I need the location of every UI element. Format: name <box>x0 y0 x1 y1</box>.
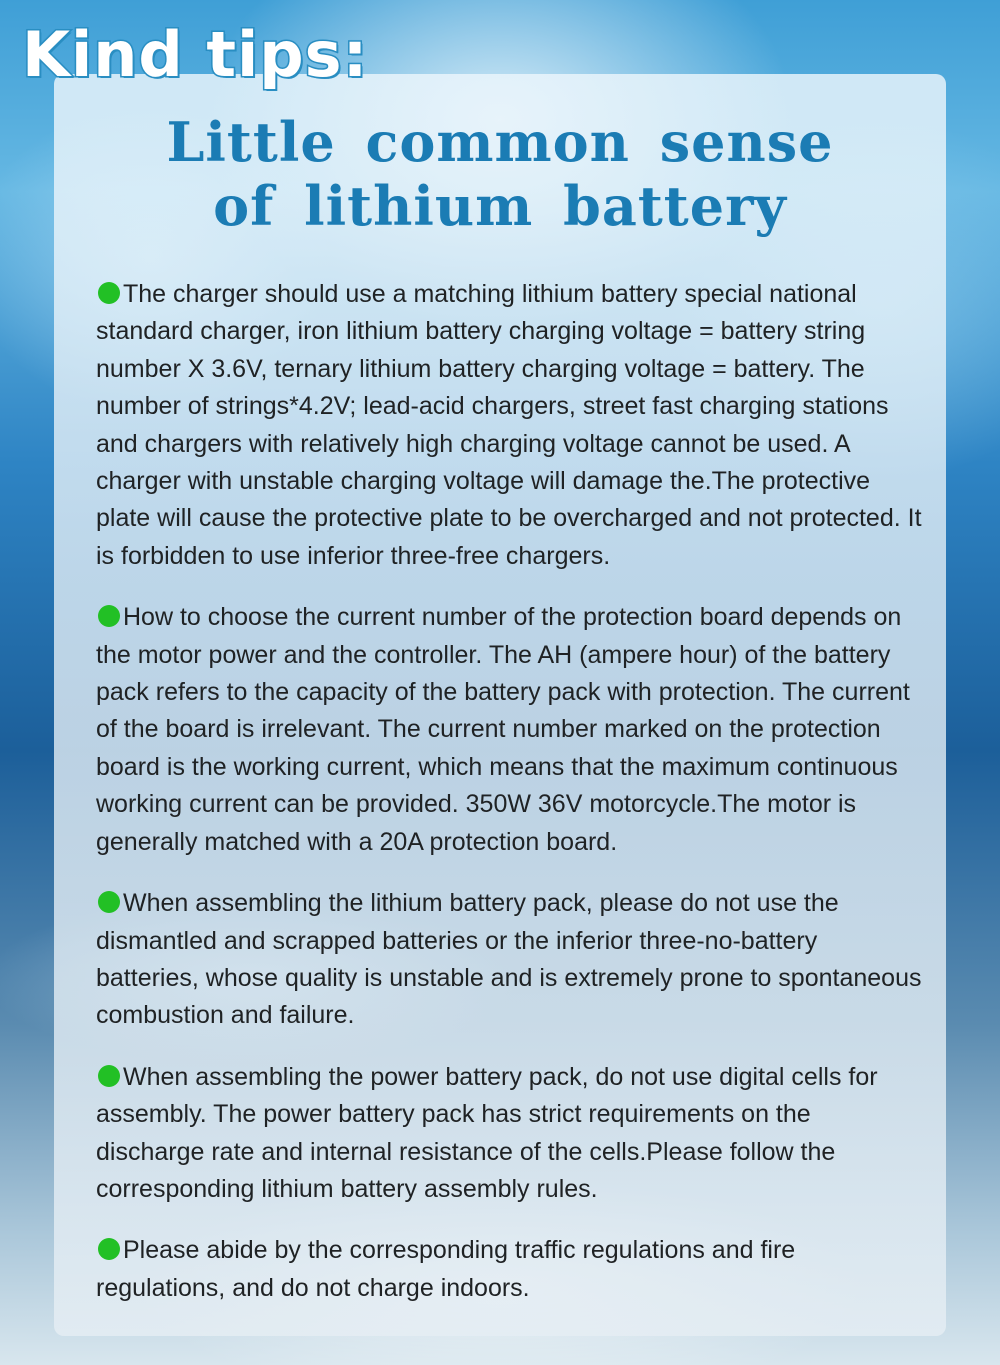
tip-charger <box>96 276 926 575</box>
tip-protection-board <box>96 599 926 861</box>
tip-assembling-cells <box>96 885 926 1035</box>
green-dot-icon <box>98 891 120 913</box>
tips-list <box>96 276 926 1331</box>
tip-text: When assembling the power battery pack, do not use digital cells for assembly. The power battery pack has strict requirements on the discharge rate and internal resistance of the cells.Please follow the corresponding lithium battery assembly rules. <box>96 1062 878 1203</box>
tip-text: How to choose the current number of the protection board depends on the motor power and the controller. The AH (ampere hour) of the battery pack refers to the capacity of the battery pack with protection. The current of the board is irrelevant. The current number marked on the protection board is the working current, which means that the maximum continuous working current can be provided. 350W 36V motorcycle.The motor is generally matched with a 20A protection board. <box>96 603 910 856</box>
tip-power-pack <box>96 1059 926 1209</box>
green-dot-icon <box>98 1065 120 1087</box>
tip-text: When assembling the lithium battery pack, please do not use the dismantled and scrapped batteries or the inferior three-no-battery batteries, whose quality is unstable and is extremely prone to spontaneous combustion and failure. <box>96 889 922 1030</box>
page-title <box>54 110 946 238</box>
green-dot-icon <box>98 282 120 304</box>
kind-tips-heading: Kind tips: <box>22 18 369 91</box>
tip-text: Please abide by the corresponding traffic regulations and fire regulations, and do not charge indoors. <box>96 1236 796 1302</box>
tip-regulations <box>96 1232 926 1307</box>
green-dot-icon <box>98 1238 120 1260</box>
tip-text: The charger should use a matching lithium battery special national standard charger, iron lithium battery charging voltage = battery string number X 3.6V, ternary lithium battery charging voltage = battery. The number of strings*4.2V; lead-acid chargers, street fast charging stations and chargers with relatively high charging voltage cannot be used. A charger with unstable charging voltage will damage the.The protective plate will cause the protective plate to be overcharged and not protected. It is forbidden to use inferior three-free chargers. <box>96 280 922 570</box>
title-line-2: of lithium battery <box>213 174 787 238</box>
title-line-1: Little common sense <box>166 110 834 174</box>
green-dot-icon <box>98 605 120 627</box>
